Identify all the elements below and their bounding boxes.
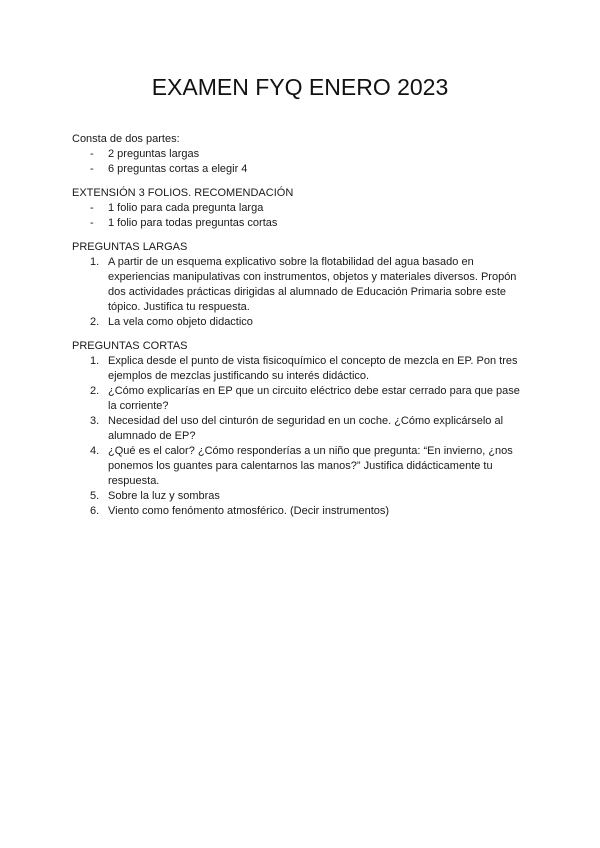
question-text: ¿Cómo explicarías en EP que un circuito eléctrico debe estar cerrado para que pase la corriente?: [108, 385, 520, 412]
question-text: A partir de un esquema explicativo sobre la flotabilidad del agua basado en experiencias manipulativas con instrumentos, objetos y materiales diversos. Propón dos actividades prácticas dirigidas al alumnado de Educación Primaria sobre este tópico. Justifica tu respuesta.: [108, 256, 517, 313]
list-item: [72, 216, 530, 231]
question-item: [72, 504, 530, 519]
dash-bullet: -: [90, 217, 94, 229]
question-item: [72, 354, 530, 384]
question-item: [72, 315, 530, 330]
question-number: 1.: [90, 355, 100, 367]
long-questions-list: [72, 255, 530, 330]
parts-heading: Consta de dos partes:: [72, 133, 180, 145]
parts-list: [72, 147, 530, 177]
question-number: 4.: [90, 445, 100, 457]
dash-bullet: -: [90, 148, 94, 160]
list-item-text: 6 preguntas cortas a elegir 4: [108, 163, 248, 175]
list-item-text: 1 folio para todas preguntas cortas: [108, 217, 278, 229]
short-questions-list: [72, 354, 530, 519]
extension-heading: EXTENSIÓN 3 FOLIOS. RECOMENDACIÓN: [72, 187, 294, 199]
list-item-text: 1 folio para cada pregunta larga: [108, 202, 264, 214]
dash-bullet: -: [90, 202, 94, 214]
question-number: 2.: [90, 316, 100, 328]
question-text: Explica desde el punto de vista fisicoquímico el concepto de mezcla en EP. Pon tres ejemplos de mezclas justificando su interés didáctico.: [108, 355, 518, 382]
list-item-text: 2 preguntas largas: [108, 148, 200, 160]
long-questions-section: [72, 240, 530, 330]
short-questions-heading: PREGUNTAS CORTAS: [72, 340, 188, 352]
list-item: [72, 201, 530, 216]
extension-section: [72, 186, 530, 231]
document-body: [72, 132, 530, 519]
extension-list: [72, 201, 530, 231]
question-number: 3.: [90, 415, 100, 427]
question-text: ¿Qué es el calor? ¿Cómo responderías a un niño que pregunta: “En invierno, ¿nos ponemos los guantes para calentarnos las manos?” Justifica didácticamente tu respuesta.: [108, 445, 513, 487]
question-text: Viento como fenómento atmosférico. (Decir instrumentos): [108, 505, 390, 517]
question-number: 2.: [90, 385, 100, 397]
question-text: La vela como objeto didactico: [108, 316, 253, 328]
list-item: [72, 147, 530, 162]
list-item: [72, 162, 530, 177]
question-item: [72, 414, 530, 444]
document-title: EXAMEN FYQ ENERO 2023: [151, 74, 449, 100]
question-item: [72, 255, 530, 315]
question-item: [72, 384, 530, 414]
question-text: Necesidad del uso del cinturón de seguridad en un coche. ¿Cómo explicárselo al alumnado de EP?: [108, 415, 504, 442]
question-number: 6.: [90, 505, 100, 517]
dash-bullet: -: [90, 163, 94, 175]
parts-section: [72, 132, 530, 177]
question-text: Sobre la luz y sombras: [108, 490, 220, 502]
question-number: 1.: [90, 256, 100, 268]
question-item: [72, 489, 530, 504]
question-number: 5.: [90, 490, 100, 502]
long-questions-heading: PREGUNTAS LARGAS: [72, 241, 188, 253]
question-item: [72, 444, 530, 489]
short-questions-section: [72, 339, 530, 519]
